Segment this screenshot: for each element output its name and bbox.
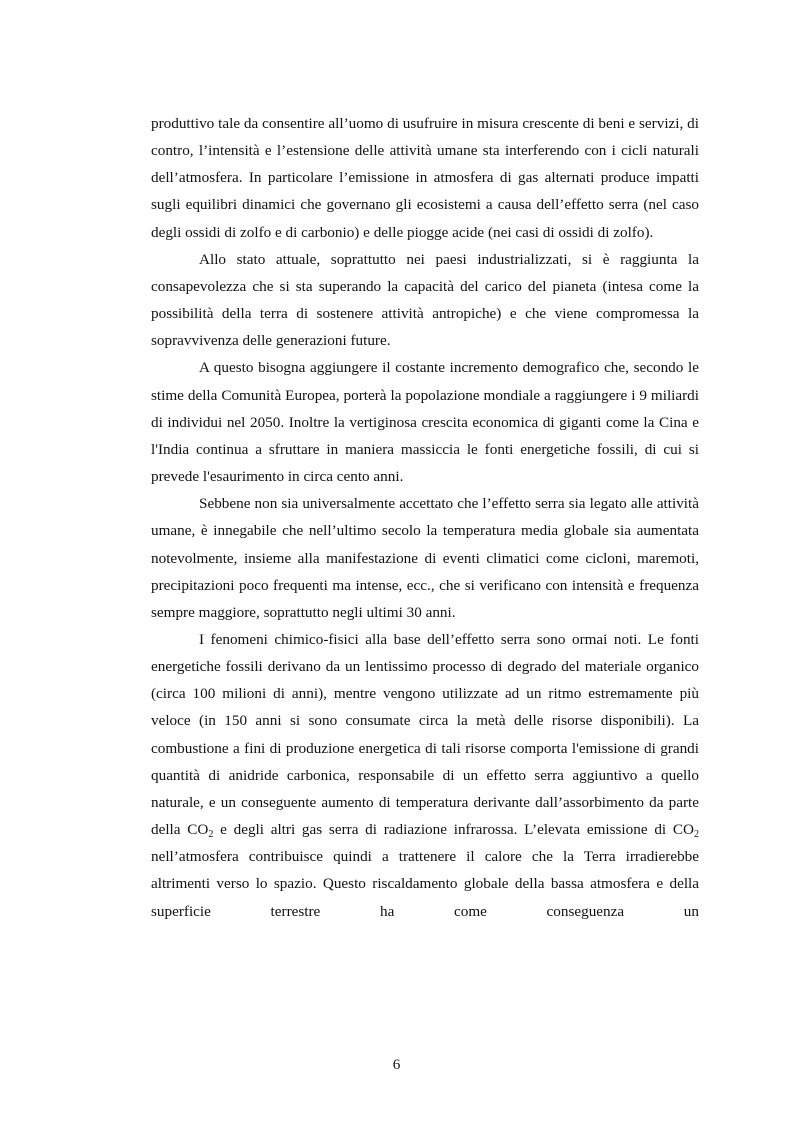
paragraph-4: Sebbene non sia universalmente accettato che l’effetto serra sia legato alle attività umane, è innegabile che nell’ultimo secolo la temperatura media globale sia aumentata notevolmente, insieme alla manifestazione di eventi climatici come cicloni, maremoti, precipitazioni poco frequenti ma intense, ecc., che si verificano con intensità e frequenza sempre maggiore, soprattutto negli ultimi 30 anni. bbox=[151, 495, 699, 621]
co2-subscript-1: 2 bbox=[208, 829, 214, 841]
paragraph-5-part-1: I fenomeni chimico-fisici alla base dell’effetto serra sono ormai noti. Le fonti energetiche fossili derivano da un lentissimo processo di degrado del materiale organico (circa 100 milioni di anni), mentre vengono utilizzate ad un ritmo estremamente più veloce (in 150 anni si sono consumate circa la metà delle risorse disponibili). La combustione a fini di produzione energetica di tali risorse comporta l'emissione di grandi quantità di anidride carbonica, responsabile di un effetto serra aggiuntivo a quello naturale, e un conseguente aumento di temperatura derivante dall’assorbimento da parte della CO bbox=[151, 630, 699, 839]
body-text bbox=[151, 110, 699, 925]
paragraph-5-part-2: e degli altri gas serra di radiazione infrarossa. L’elevata emissione di CO bbox=[213, 821, 694, 839]
co2-subscript-2: 2 bbox=[694, 829, 699, 841]
paragraph-5 bbox=[151, 626, 699, 925]
paragraph-2: Allo stato attuale, soprattutto nei paesi industrializzati, si è raggiunta la consapevolezza che si sta superando la capacità del carico del pianeta (intesa come la possibilità della terra di sostenere attività antropiche) e che viene compromessa la sopravvivenza delle generazioni future. bbox=[151, 250, 699, 350]
paragraph-3: A questo bisogna aggiungere il costante incremento demografico che, secondo le stime della Comunità Europea, porterà la popolazione mondiale a raggiungere i 9 miliardi di individui nel 2050. Inoltre la vertiginosa crescita economica di giganti come la Cina e l'India continua a sfruttare in maniera massiccia le fonti energetiche fossili, di cui si prevede l'esaurimento in circa cento anni. bbox=[151, 359, 699, 486]
paragraph-5-part-3: nell’atmosfera contribuisce quindi a trattenere il calore che la Terra irradierebbe altrimenti verso lo spazio. Questo riscaldamento globale della bassa atmosfera e della superficie terrestre ha come conseguenza un bbox=[151, 848, 699, 920]
paragraph-1: produttivo tale da consentire all’uomo di usufruire in misura crescente di beni e servizi, di contro, l’intensità e l’estensione delle attività umane sta interferendo con i cicli naturali dell’atmosfera. In particolare l’emissione in atmosfera di gas alternati produce impatti sugli equilibri dinamici che governano gli ecosistemi a causa dell’effetto serra (nel caso degli ossidi di zolfo e di carbonio) e delle piogge acide (nei casi di ossidi di zolfo). bbox=[151, 115, 699, 241]
page-number: 6 bbox=[392, 1056, 401, 1073]
